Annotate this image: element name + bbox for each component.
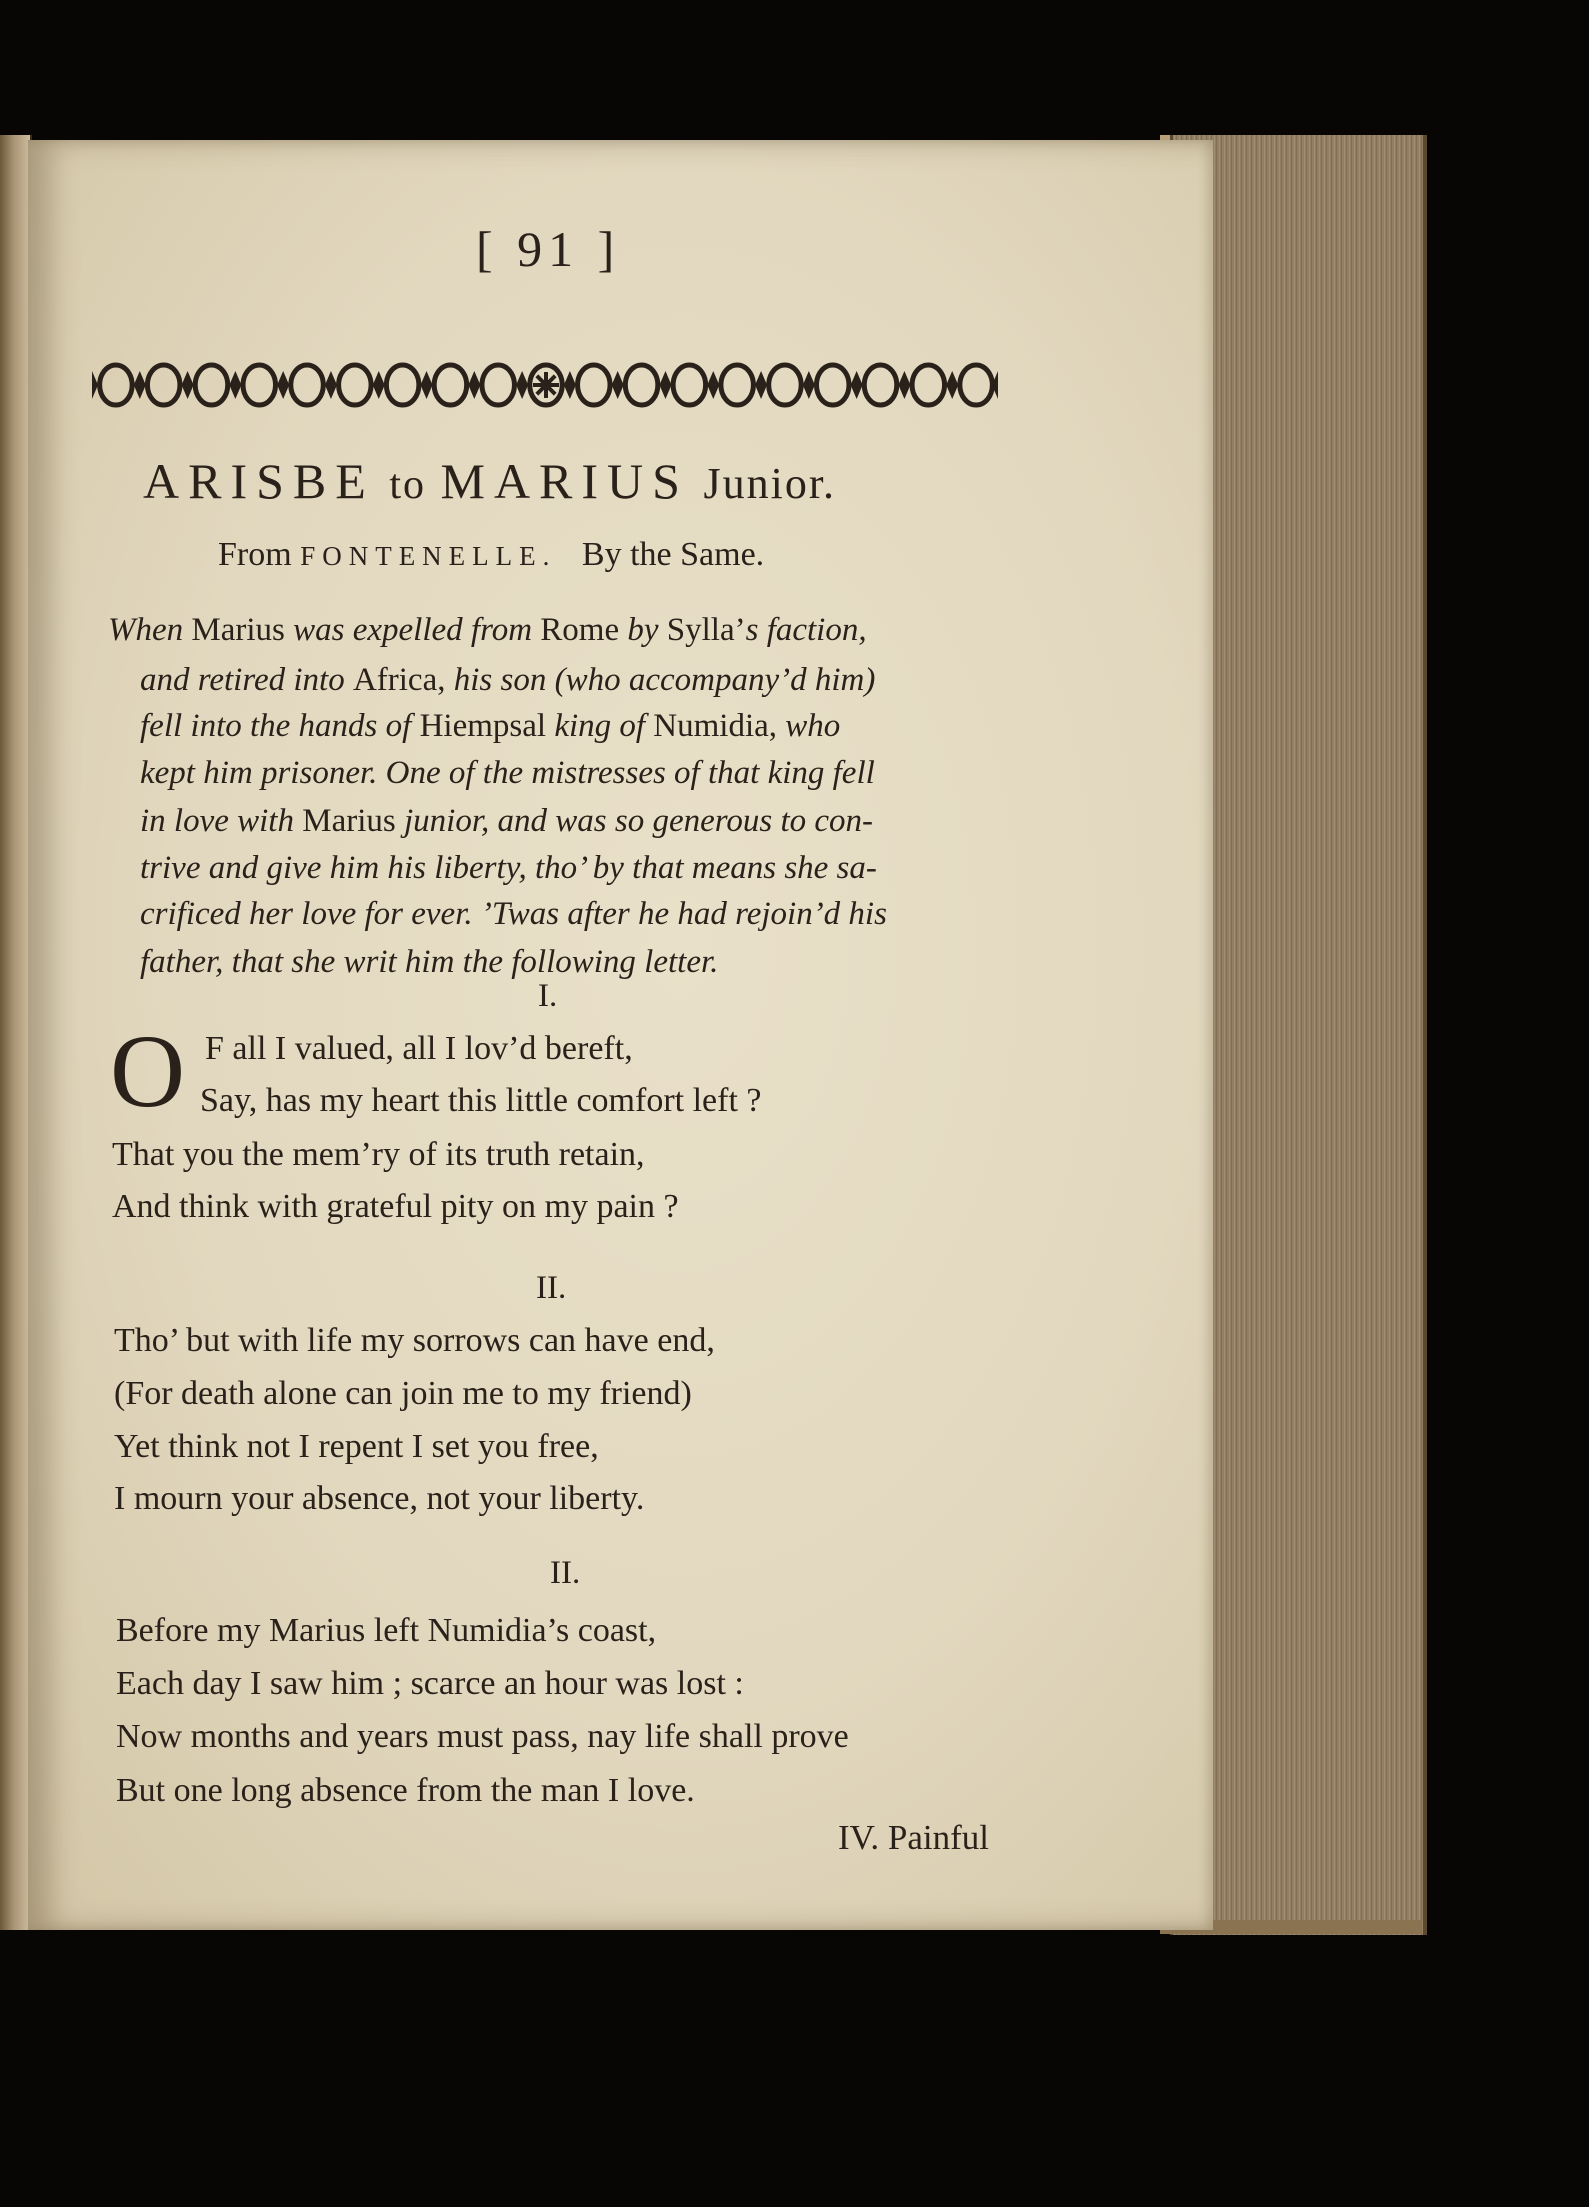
letter-title bbox=[143, 452, 836, 510]
ornament-link-icon bbox=[803, 365, 849, 405]
verse-line: But one long absence from the man I love. bbox=[116, 1772, 695, 1809]
stanza-numeral: II. bbox=[550, 1555, 581, 1591]
verse-line: Now months and years must pass, nay life shall prove bbox=[116, 1718, 849, 1755]
ornament-link-icon bbox=[134, 365, 180, 405]
drop-cap: O bbox=[110, 1014, 186, 1129]
intro-italic-text: in love with bbox=[140, 803, 303, 839]
subtitle-author: FONTENELLE. bbox=[300, 541, 557, 571]
page-number: [ 91 ] bbox=[476, 221, 621, 277]
intro-italic-text: father, that she writ him the following letter. bbox=[140, 944, 719, 980]
intro-italic-text: junior, and was so generous to con- bbox=[403, 803, 874, 839]
ornament-link-icon bbox=[92, 365, 132, 405]
intro-italic-text: was expelled from bbox=[293, 612, 541, 648]
verse-line: Say, has my heart this little comfort left ? bbox=[200, 1082, 762, 1119]
intro-italic-text: When bbox=[108, 612, 184, 648]
ornament-link-icon bbox=[946, 365, 992, 405]
intro-roman-text: Marius bbox=[302, 803, 404, 839]
verse-line: (For death alone can join me to my friend) bbox=[114, 1375, 692, 1412]
intro-italic-text: crificed her love for ever. ’Twas after he had rejoin’d his bbox=[140, 896, 887, 932]
intro-italic-text: trive and give him his liberty, tho’ by that means she sa- bbox=[140, 850, 877, 886]
ornament-link-icon bbox=[325, 365, 371, 405]
ornament-link-icon bbox=[707, 365, 753, 405]
intro-italic-text: kept him prisoner. One of the mistresses of that king fell bbox=[140, 755, 875, 791]
verse-line: Before my Marius left Numidia’s coast, bbox=[116, 1612, 657, 1649]
intro-roman-text: Numidia, bbox=[653, 708, 786, 744]
intro-line bbox=[140, 944, 718, 981]
intro-italic-text: and retired into bbox=[140, 662, 353, 698]
catchword: IV. Painful bbox=[838, 1818, 990, 1857]
intro-italic-text: who bbox=[785, 708, 841, 744]
intro-italic-text: by bbox=[627, 612, 667, 648]
intro-italic-text: s faction, bbox=[745, 612, 867, 648]
ornament-link-icon bbox=[564, 365, 610, 405]
verse-line: I mourn your absence, not your liberty. bbox=[114, 1480, 645, 1517]
ornament-link-icon bbox=[182, 365, 228, 405]
intro-line bbox=[140, 896, 887, 933]
intro-italic-text: king of bbox=[554, 708, 654, 744]
ornament-link-icon bbox=[851, 365, 897, 405]
title-recipient: MARIUS bbox=[440, 453, 689, 509]
intro-italic-text: his son (who accompany’d him) bbox=[453, 662, 876, 698]
intro-italic-text: fell into the hands of bbox=[140, 708, 420, 744]
ornament-link-icon bbox=[373, 365, 419, 405]
verse-line: And think with grateful pity on my pain ? bbox=[112, 1188, 679, 1225]
intro-line bbox=[140, 755, 875, 792]
intro-line bbox=[140, 803, 873, 840]
intro-line bbox=[140, 850, 877, 887]
ornament-link-icon bbox=[277, 365, 323, 405]
intro-roman-text: Marius bbox=[183, 612, 294, 648]
verse-line: Yet think not I repent I set you free, bbox=[114, 1428, 599, 1465]
subtitle-by: By the Same. bbox=[581, 536, 765, 573]
intro-line bbox=[140, 662, 875, 699]
stanza-numeral: II. bbox=[536, 1270, 567, 1306]
ornament-star-icon bbox=[516, 365, 562, 405]
intro-line bbox=[140, 708, 840, 745]
ornament-link-icon bbox=[229, 365, 275, 405]
stanza-numeral: I. bbox=[538, 978, 558, 1014]
intro-roman-text: Rome bbox=[540, 612, 628, 648]
letter-subtitle bbox=[218, 536, 764, 574]
verse-line: That you the mem’ry of its truth retain, bbox=[112, 1136, 645, 1173]
intro-roman-text: Hiempsal bbox=[419, 708, 555, 744]
ornament-link-icon bbox=[659, 365, 705, 405]
subtitle-from: From bbox=[218, 536, 292, 573]
intro-roman-text: Africa, bbox=[352, 662, 454, 698]
intro-line bbox=[108, 612, 867, 649]
ornament-link-icon bbox=[898, 365, 944, 405]
verse-line: Each day I saw him ; scarce an hour was lost : bbox=[116, 1665, 744, 1702]
title-junior: Junior. bbox=[703, 459, 837, 508]
intro-roman-text: Sylla’ bbox=[666, 612, 746, 648]
ornament-link-icon bbox=[421, 365, 467, 405]
title-to: to bbox=[389, 462, 426, 508]
ornamental-border-icon bbox=[92, 352, 1000, 418]
ornament-link-icon bbox=[468, 365, 514, 405]
ornament-link-icon bbox=[612, 365, 658, 405]
ornament-link-icon bbox=[755, 365, 801, 405]
verse-line: Tho’ but with life my sorrows can have end, bbox=[114, 1322, 715, 1359]
verse-line: F all I valued, all I lov’d bereft, bbox=[205, 1030, 633, 1067]
title-sender: ARISBE bbox=[143, 453, 375, 509]
